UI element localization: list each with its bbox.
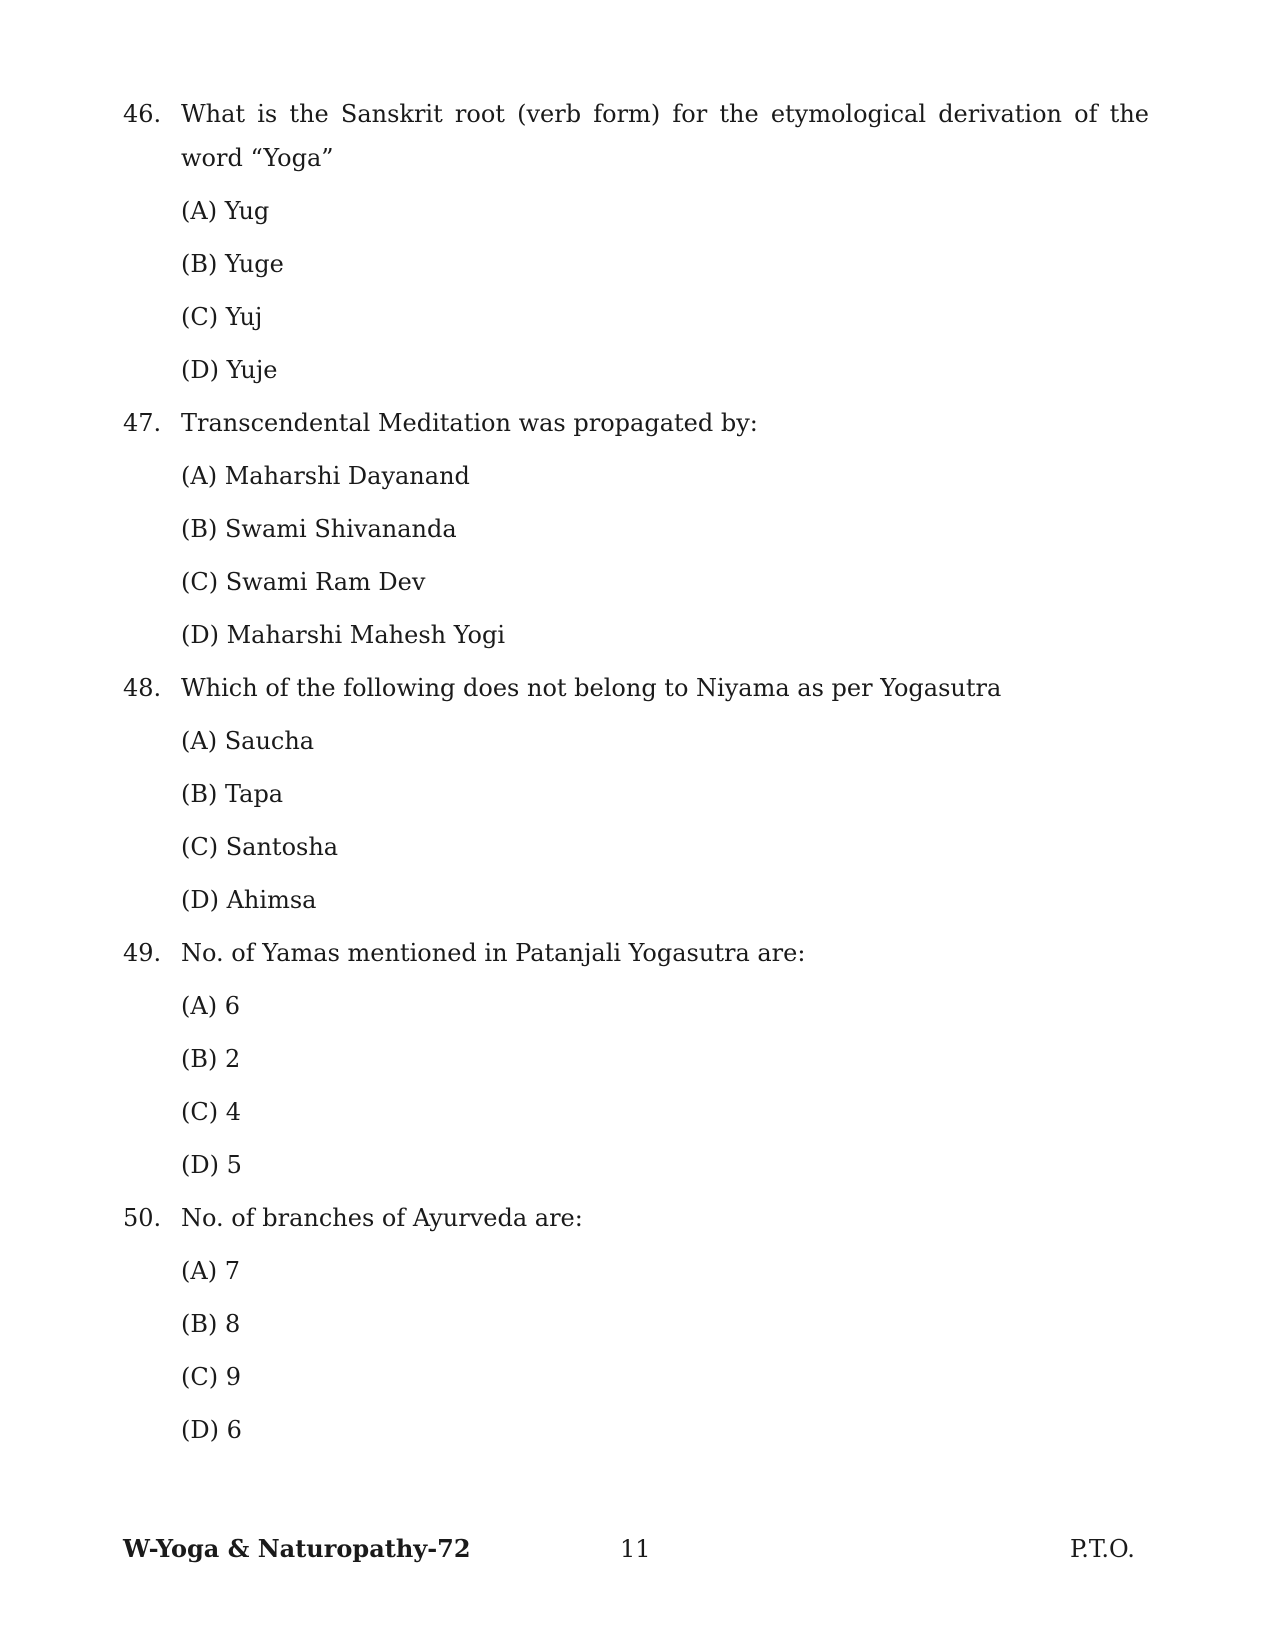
question-text: Transcendental Meditation was propagated by: — [181, 409, 758, 437]
option-b: (B) Swami Shivananda — [181, 515, 457, 543]
question-text: Which of the following does not belong to Niyama as per Yogasutra — [181, 674, 1002, 702]
option-b: (B) Tapa — [181, 780, 284, 808]
question-text: No. of Yamas mentioned in Patanjali Yogasutra are: — [181, 939, 806, 967]
question-text: What is the Sanskrit root (verb form) for the etymological derivation of the word “Yoga” — [181, 100, 1149, 172]
option-d: (D) Yuje — [181, 356, 278, 384]
option-d: (D) Ahimsa — [181, 886, 317, 914]
option-b: (B) Yuge — [181, 250, 284, 278]
question-number: 47. — [123, 409, 162, 437]
option-b: (B) 8 — [181, 1310, 241, 1338]
pto-label: P.T.O. — [1070, 1535, 1135, 1563]
option-c: (C) Yuj — [181, 303, 263, 331]
question-number: 50. — [123, 1204, 162, 1232]
option-a: (A) Saucha — [181, 727, 315, 755]
option-d: (D) Maharshi Mahesh Yogi — [181, 621, 505, 649]
option-c: (C) 4 — [181, 1098, 241, 1126]
option-d: (D) 6 — [181, 1416, 242, 1444]
option-d: (D) 5 — [181, 1151, 242, 1179]
option-a: (A) 6 — [181, 992, 240, 1020]
question-number: 48. — [123, 674, 162, 702]
option-a: (A) 7 — [181, 1257, 240, 1285]
question-number: 49. — [123, 939, 162, 967]
option-b: (B) 2 — [181, 1045, 241, 1073]
question-number: 46. — [123, 100, 162, 128]
option-c: (C) Swami Ram Dev — [181, 568, 426, 596]
question-text: No. of branches of Ayurveda are: — [181, 1204, 583, 1232]
page-number: 11 — [620, 1535, 651, 1563]
paper-code: W-Yoga & Naturopathy-72 — [123, 1534, 471, 1563]
option-c: (C) 9 — [181, 1363, 241, 1391]
option-c: (C) Santosha — [181, 833, 339, 861]
option-a: (A) Yug — [181, 197, 270, 225]
option-a: (A) Maharshi Dayanand — [181, 462, 470, 490]
